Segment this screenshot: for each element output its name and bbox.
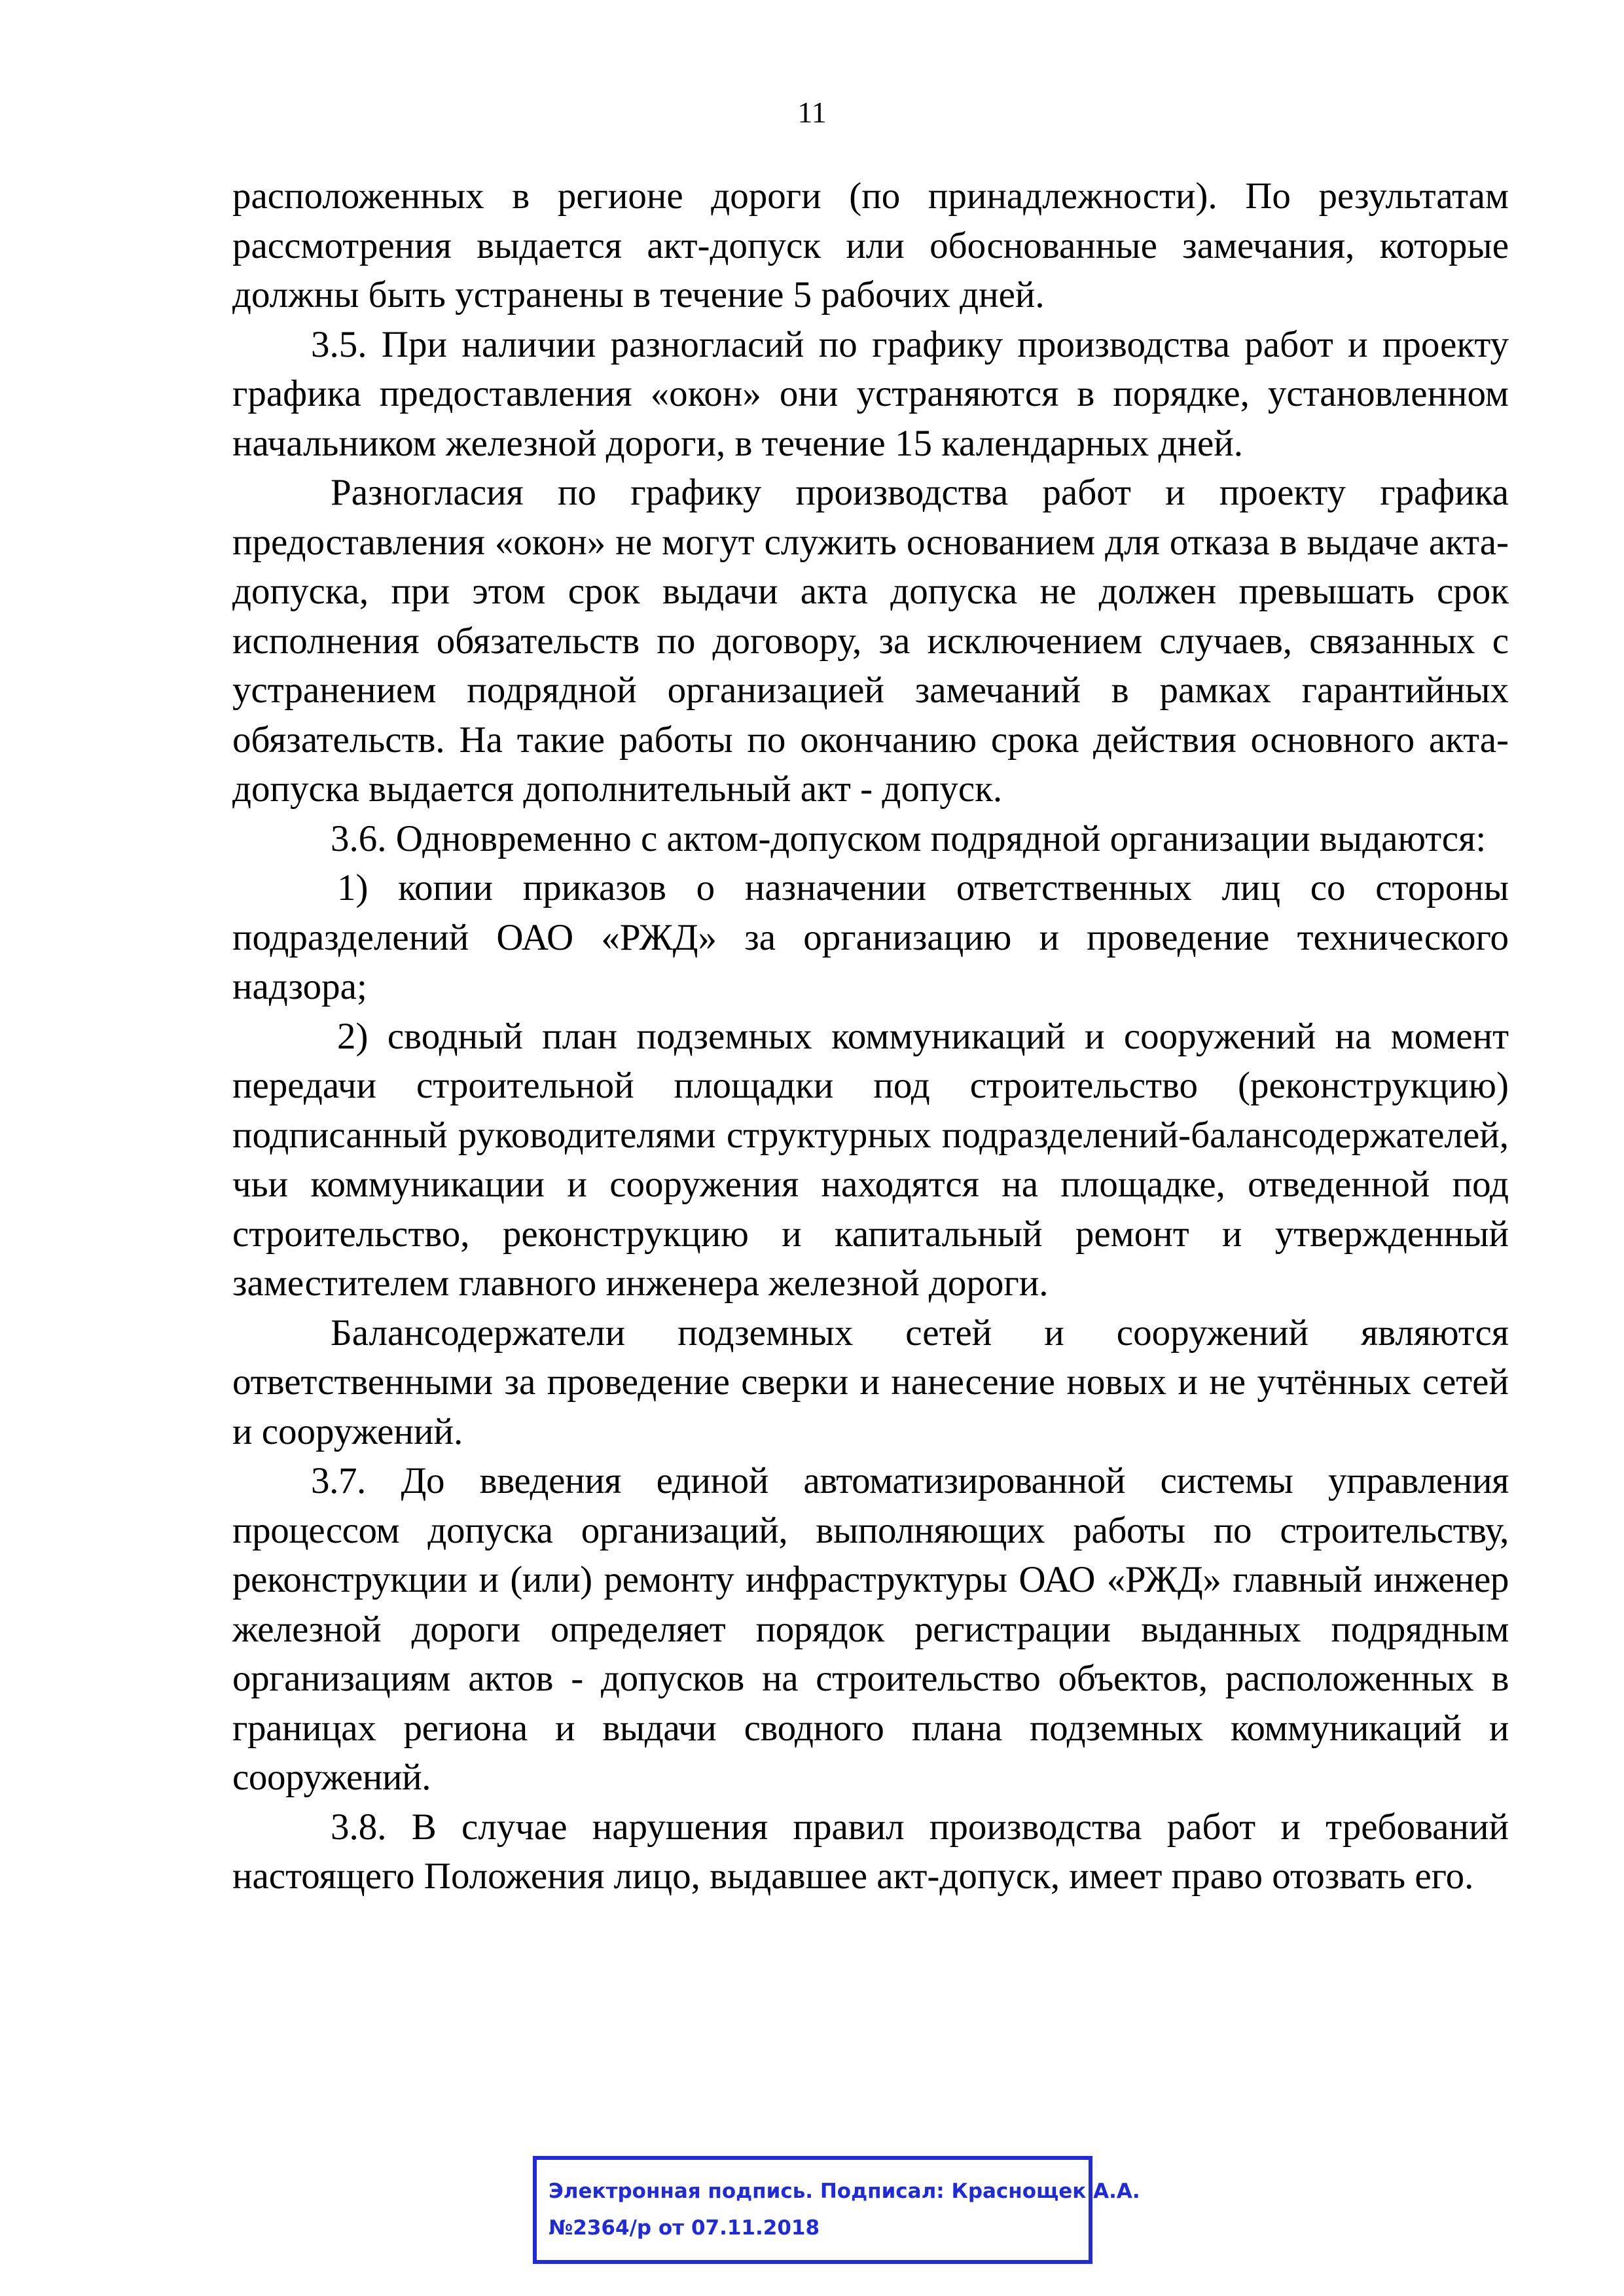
page-number: 11: [797, 96, 827, 129]
document-body: [232, 171, 1509, 1901]
paragraph-3-5: 3.5. При наличии разногласий по графику производства работ и проекту графика предоставления «окон» они устраняются в порядке, установленном начальником железной дороги, в течение 15 календарных дней.: [232, 323, 1509, 464]
signature-signer-line: Электронная подпись. Подписал: Краснощек А.А.: [549, 2179, 1140, 2203]
paragraph-balance-holders: Балансодержатели подземных сетей и сооружений являются ответственными за проведение сверки и нанесение новых и не учтённых сетей и сооружений.: [232, 1312, 1509, 1452]
paragraph-3-7: 3.7. До введения единой автоматизированной системы управления процессом допуска организаций, выполняющих работы по строительству, реконструкции и (или) ремонту инфраструктуры ОАО «РЖД» главный инженер железной дороги определяет порядок регистрации выданных подрядным организациям актов - допусков на строительство объектов, расположенных в границах региона и выдачи сводного плана подземных коммуникаций и сооружений.: [232, 1460, 1509, 1798]
paragraph-continuation: расположенных в регионе дороги (по принадлежности). По результатам рассмотрения выдается акт-допуск или обоснованные замечания, которые должны быть устранены в течение 5 рабочих дней.: [232, 175, 1509, 315]
paragraph-3-6: 3.6. Одновременно с актом-допуском подрядной организации выдаются:: [331, 817, 1487, 859]
list-item-1: 1) копии приказов о назначении ответственных лиц со стороны подразделений ОАО «РЖД» за организацию и проведение технического надзора;: [232, 867, 1509, 1007]
paragraph-3-8: 3.8. В случае нарушения правил производства работ и требований настоящего Положения лицо, выдавшее акт-допуск, имеет право отозвать его.: [232, 1806, 1509, 1897]
signature-number-line: №2364/р от 07.11.2018: [549, 2216, 820, 2240]
electronic-signature-stamp: [533, 2156, 1140, 2264]
list-item-2: 2) сводный план подземных коммуникаций и сооружений на момент передачи строительной площадки под строительство (реконструкцию) подписанный руководителями структурных подразделений-балансодержателей, чьи коммуникации и сооружения находятся на площадке, отведенной под строительство, реконструкцию и капитальный ремонт и утвержденный заместителем главного инженера железной дороги.: [232, 1015, 1509, 1304]
paragraph-disagreements: Разногласия по графику производства работ и проекту графика предоставления «окон» не могут служить основанием для отказа в выдаче акта-допуска, при этом срок выдачи акта допуска не должен превышать срок исполнения обязательств по договору, за исключением случаев, связанных с устранением подрядной организацией замечаний в рамках гарантийных обязательств. На такие работы по окончанию срока действия основного акта-допуска выдается дополнительный акт - допуск.: [232, 472, 1509, 810]
